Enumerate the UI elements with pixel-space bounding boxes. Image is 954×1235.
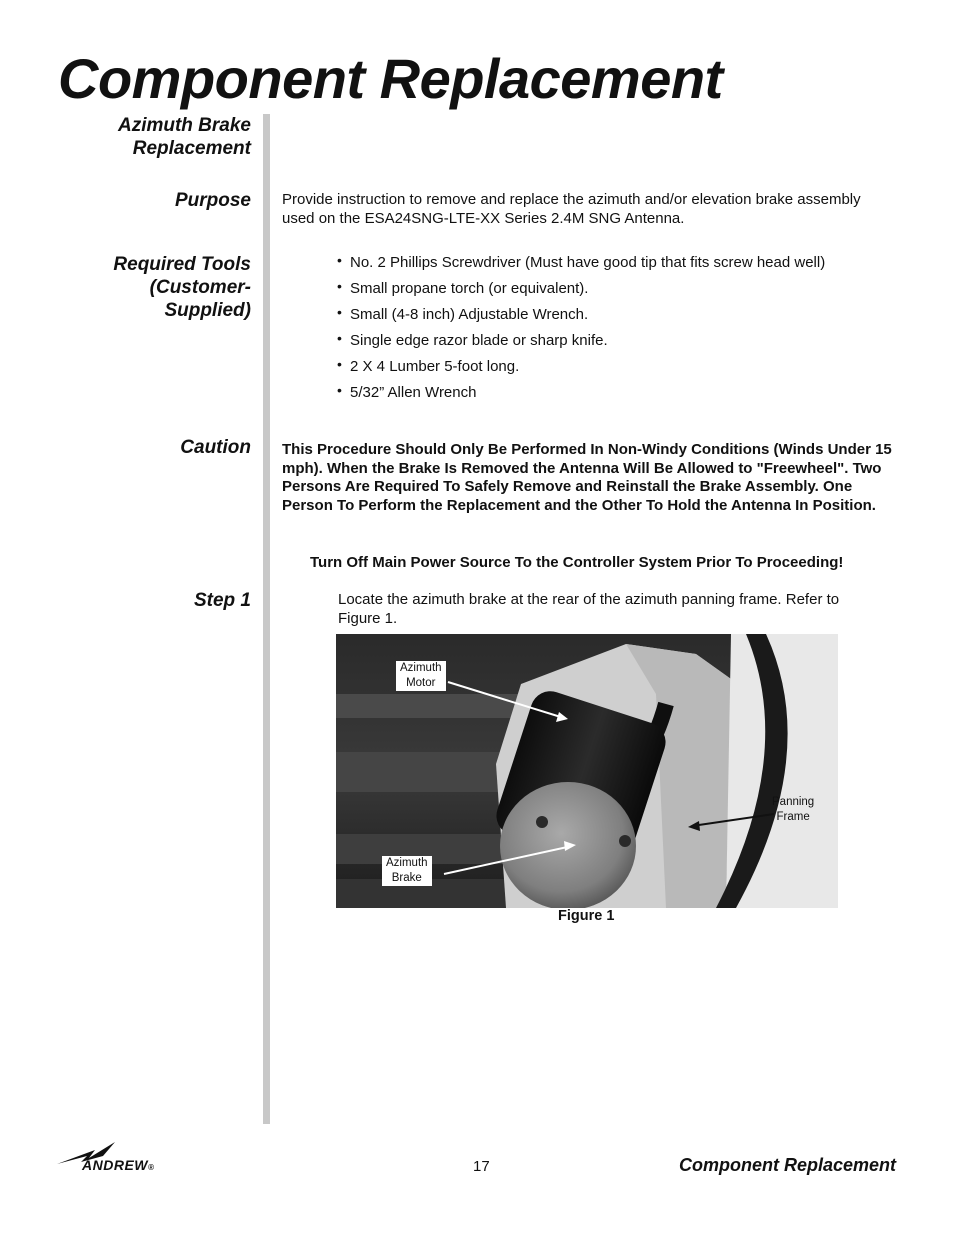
list-item-text: Single edge razor blade or sharp knife.: [350, 332, 608, 349]
tools-list: [337, 250, 825, 406]
power-warning: Turn Off Main Power Source To the Controller System Prior To Proceeding!: [310, 554, 844, 571]
step-1-text: [338, 590, 839, 628]
caution-text: This Procedure Should Only Be Performed In Non-Windy Conditions (Winds Under 15 mph). When the Brake Is Removed the Antenna Will Be Allowed to "Freewheel". Two Persons Are Required To Safely Remove and Reinstall the Brake Assembly. One Person To Perform the Replacement and the Other To Hold the Antenna In Position.: [282, 441, 892, 514]
heading-purpose: [175, 189, 251, 212]
page-title: Component Replacement: [58, 47, 723, 110]
text-line: Figure 1.: [338, 610, 398, 627]
purpose-text: [282, 190, 861, 228]
vertical-divider: [263, 114, 270, 1124]
logo-text: [82, 1157, 154, 1173]
logo-wordmark: ANDREW: [82, 1157, 148, 1173]
heading-line: Caution: [180, 437, 251, 458]
callout-azimuth-brake: [382, 856, 432, 886]
figure-caption: Figure 1: [558, 908, 615, 924]
text-line: used on the ESA24SNG-LTE-XX Series 2.4M SNG Antenna.: [282, 210, 685, 227]
registered-mark: ®: [148, 1163, 155, 1172]
bullet-icon: •: [337, 278, 342, 294]
list-item-text: Small (4-8 inch) Adjustable Wrench.: [350, 306, 589, 323]
text-line: Locate the azimuth brake at the rear of the azimuth panning frame. Refer to: [338, 591, 840, 608]
list-item: [337, 302, 825, 328]
list-item-text: 5/32” Allen Wrench: [350, 384, 477, 401]
footer-title: Component Replacement: [678, 1155, 896, 1175]
bullet-icon: •: [337, 330, 342, 346]
callout-line: Panning: [772, 796, 815, 808]
heading-caution: [180, 436, 251, 459]
heading-step-1: [194, 589, 251, 612]
callout-panning-frame: [772, 795, 814, 825]
heading-line: Supplied): [164, 300, 251, 321]
list-item-text: 2 X 4 Lumber 5-foot long.: [350, 358, 520, 375]
list-item-text: Small propane torch (or equivalent).: [350, 280, 589, 297]
callout-line: Brake: [391, 872, 422, 884]
heading-line: Azimuth Brake: [117, 115, 251, 136]
list-item: [337, 354, 825, 380]
callout-line: Motor: [406, 677, 436, 689]
callout-azimuth-motor: [396, 661, 446, 691]
heading-line: Purpose: [174, 190, 251, 211]
bullet-icon: •: [337, 304, 342, 320]
bullet-icon: •: [337, 356, 342, 372]
list-item: [337, 276, 825, 302]
bullet-icon: •: [337, 382, 342, 398]
figure-1-photo: [336, 634, 838, 908]
callout-line: Frame: [776, 811, 810, 823]
heading-line: Replacement: [132, 138, 251, 159]
heading-line: (Customer-: [149, 277, 251, 298]
list-item: [337, 380, 825, 406]
page-number: 17: [473, 1158, 490, 1175]
heading-azimuth-brake-replacement: [118, 114, 251, 160]
list-item-text: No. 2 Phillips Screwdriver (Must have good tip that fits screw head well): [350, 254, 826, 271]
list-item: [337, 328, 825, 354]
callout-line: Azimuth: [400, 662, 442, 674]
heading-required-tools: [113, 253, 251, 322]
list-item: [337, 250, 825, 276]
bullet-icon: •: [337, 252, 342, 268]
text-line: Provide instruction to remove and replace the azimuth and/or elevation brake assembly: [282, 191, 861, 208]
heading-line: Required Tools: [113, 254, 251, 275]
heading-line: Step 1: [193, 590, 251, 611]
callout-line: Azimuth: [386, 857, 428, 869]
